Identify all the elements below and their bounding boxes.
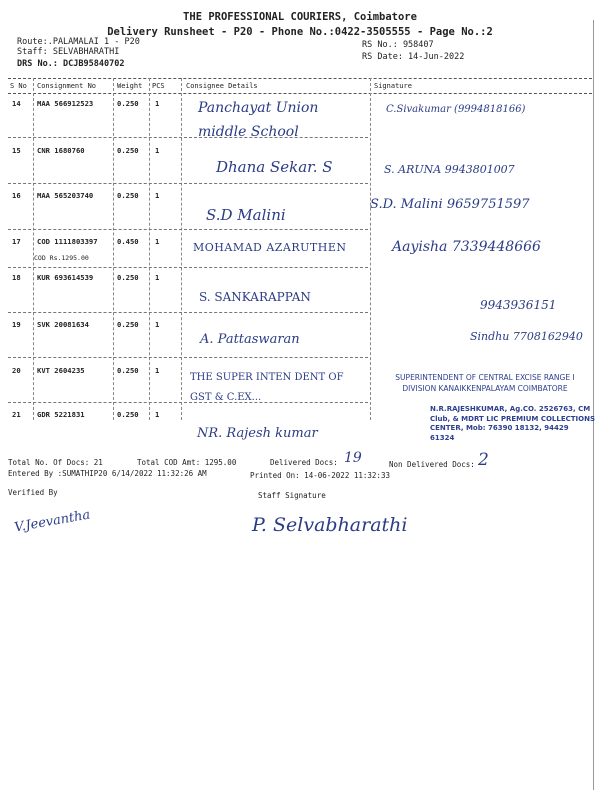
row-sno: 21 [12,410,21,419]
row-separator [8,312,368,313]
rs-number: RS No.: 958407 [362,40,434,50]
staff-label: Staff: SELVABHARATHI [17,47,120,57]
col-signature: Signature [374,82,412,90]
col-consignment: Consignment No [37,82,97,90]
row-consignee: NR. Rajesh kumar [197,426,318,441]
row-pcs: 1 [155,320,160,329]
row-pcs: 1 [155,237,160,246]
row-weight: 0.450 [117,237,139,246]
row-separator [8,137,368,138]
delivered-docs-label: Delivered Docs: [270,458,338,467]
row-separator [8,229,368,230]
col-divider [33,78,34,420]
staff-signature-label: Staff Signature [258,491,326,500]
row-consignee: S.D Malini [206,206,286,224]
row-sno: 18 [12,273,21,282]
route-label: Route:.PALAMALAI 1 - P20 [17,37,140,47]
entered-by: Entered By :SUMATHIP20 6/14/2022 11:32:26 AM [8,469,207,478]
row-sno: 15 [12,146,21,155]
row-signature: C.Sivakumar (9994818166) [386,104,526,115]
row-consignee: A. Pattaswaran [200,332,300,347]
row-separator [8,183,368,184]
delivered-docs-value: 19 [344,450,362,466]
staff-signature: P. Selvabharathi [252,514,408,536]
col-divider [113,78,114,420]
col-divider [181,78,182,420]
row-consignee: Dhana Sekar. S [216,158,333,176]
col-divider [370,78,371,420]
row-weight: 0.250 [117,146,139,155]
row-separator [8,267,368,268]
verified-signature: V.Jeevantha [13,507,92,536]
row-pcs: 1 [155,273,160,282]
row-pcs: 1 [155,99,160,108]
row-signature: S. ARUNA 9943801007 [384,163,515,176]
runsheet-title: THE PROFESSIONAL COURIERS, Coimbatore [183,11,417,23]
row-signature: S.D. Malini 9659751597 [370,197,530,212]
header-rule-top [8,78,592,79]
col-sno: S No [10,82,27,90]
superintendent-stamp: SUPERINTENDENT OF CENTRAL EXCISE RANGE I DIVISION KANAIKKENPALAYAM COIMBATORE [395,373,575,393]
row-signature: Aayisha 7339448666 [392,239,541,255]
row-weight: 0.250 [117,191,139,200]
row-sno: 20 [12,366,21,375]
row-signature: 9943936151 [480,298,557,312]
row-sno: 16 [12,191,21,200]
row-consignment: MAA 565203740 [37,191,94,200]
row-pcs: 1 [155,366,160,375]
row-consignment: CNR 1680760 [37,146,85,155]
agent-stamp: N.R.RAJESHKUMAR, Ag.CO. 2526763, CM Club, & MDRT LIC PREMIUM COLLECTIONS CENTER, Mob: 76390 18132, 94429 61324 [430,405,595,442]
row-consignment: MAA 566912523 [37,99,94,108]
cod-amount: COD Rs.1295.00 [34,254,89,262]
row-sno: 19 [12,320,21,329]
row-consignee: Panchayat Union middle School [198,100,319,140]
drs-label: DRS No.: DCJB95840702 [17,59,125,69]
row-weight: 0.250 [117,366,139,375]
row-consignee: MOHAMAD AZARUTHEN [193,241,347,254]
row-consignment: KUR 693614539 [37,273,94,282]
row-sno: 17 [12,237,21,246]
row-pcs: 1 [155,146,160,155]
col-consignee: Consignee Details [186,82,258,90]
row-consignment: KVT 2604235 [37,366,85,375]
row-separator [8,402,368,403]
non-delivered-value: 2 [478,450,489,470]
row-pcs: 1 [155,191,160,200]
row-pcs: 1 [155,410,160,419]
row-separator [8,357,368,358]
row-weight: 0.250 [117,410,139,419]
non-delivered-label: Non Delivered Docs: [389,460,475,469]
row-consignee: THE SUPER INTEN DENT OF GST & C.EX... [190,372,344,403]
row-consignment: COD 1111803397 [37,237,98,246]
row-weight: 0.250 [117,273,139,282]
row-consignee: S. SANKARAPPAN [199,290,311,304]
total-docs: Total No. Of Docs: 21 [8,458,103,467]
row-sno: 14 [12,99,21,108]
col-weight: Weight [117,82,143,90]
row-consignment: GDR 5221831 [37,410,85,419]
rs-date: RS Date: 14-Jun-2022 [362,52,465,62]
col-divider [149,78,150,420]
total-cod: Total COD Amt: 1295.00 [137,458,237,467]
runsheet-subtitle: Delivery Runsheet - P20 - Phone No.:0422-3505555 - Page No.:2 [107,26,493,38]
row-weight: 0.250 [117,99,139,108]
row-signature: Sindhu 7708162940 [470,330,583,343]
row-weight: 0.250 [117,320,139,329]
verified-by-label: Verified By [8,488,58,497]
header-rule-bottom [8,93,592,94]
row-consignment: SVK 20081634 [37,320,89,329]
printed-on: Printed On: 14-06-2022 11:32:33 [250,471,390,480]
col-pcs: PCS [152,82,165,90]
